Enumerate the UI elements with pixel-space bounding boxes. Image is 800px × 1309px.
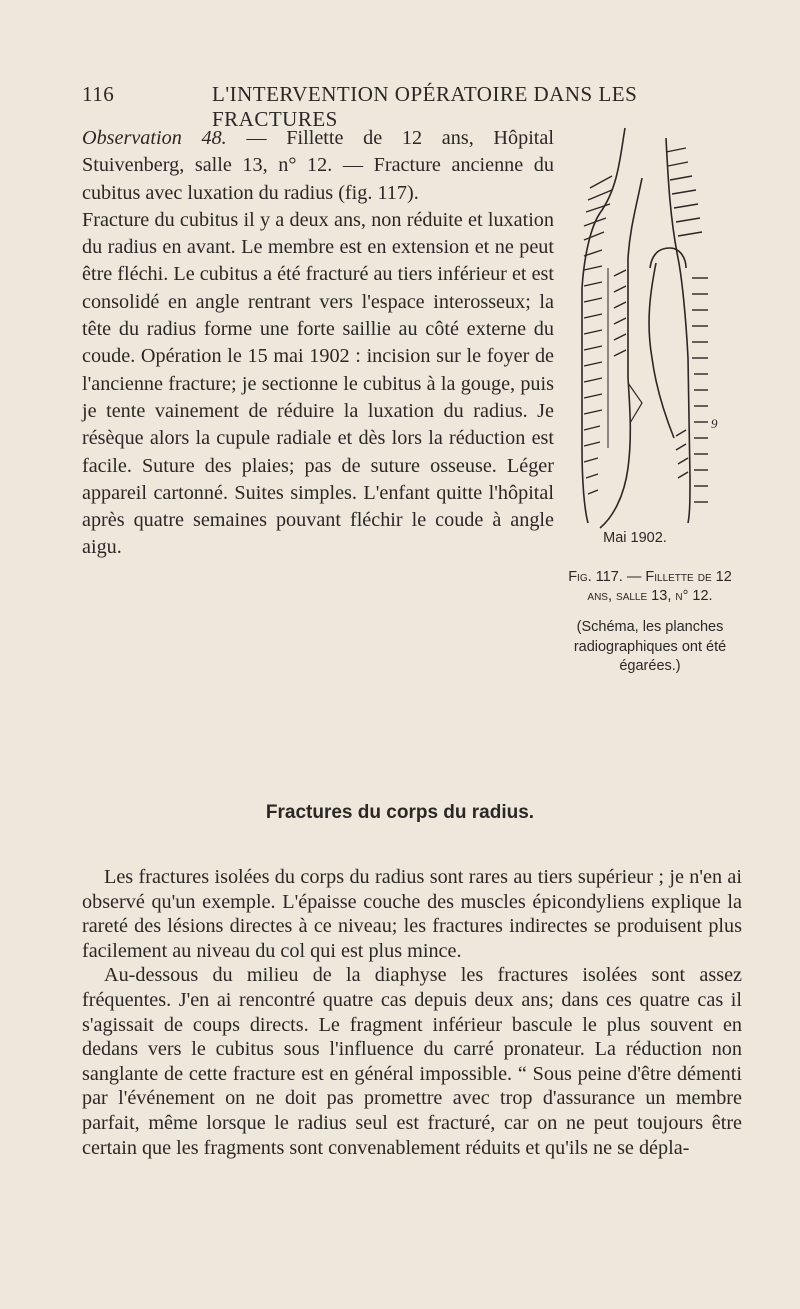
figure-caption-note: (Schéma, les planches radiographiques ont été égarées.) xyxy=(573,619,727,674)
page-number: 116 xyxy=(82,82,115,106)
observation-intro-text: — Fillette de 12 ans, Hôpital Stuivenberg, salle 13, n° 12. — Fracture ancienne du cubitus avec luxation du radius (fig. 117). xyxy=(82,127,554,204)
radius-ulna-diagram xyxy=(570,118,720,538)
observation-block xyxy=(82,125,554,562)
observation-text: Fracture du cubitus il y a deux ans, non réduite et luxation du radius en avant. Le membre est en extension et ne peut être fléchi. Le cubitus a été fracturé au tiers inférieur et est consolidé en angle rentrant vers l'espace interosseux; la tête du radius forme une forte saillie au côté externe du coude. Opération le 15 mai 1902 : incision sur le foyer de l'ancienne fracture; je sectionne le cubitus à la gouge, puis je tente vainement de réduire la luxation du radius. Je résèque alors la cupule radiale et dès lors la réduction est facile. Suture des plaies; pas de suture osseuse. Léger appareil cartonné. Suites simples. L'enfant quitte l'hôpital après quatre semaines pouvant fléchir le coude à angle aigu. xyxy=(82,208,554,559)
observation-label: Observation 48. xyxy=(82,127,227,149)
body-text xyxy=(82,865,742,1160)
observation-intro xyxy=(82,125,554,207)
figure-date: Mai 1902. xyxy=(603,530,667,546)
running-title: L'INTERVENTION OPÉRATOIRE DANS LES FRACTURES xyxy=(212,82,638,131)
body-paragraph: Les fractures isolées du corps du radius sont rares au tiers supérieur ; je n'en ai observé qu'un exemple. L'épaisse couche des muscles épicondyliens explique la rareté des lésions directes à ce niveau; les fractures indirectes se produisent plus facilement au niveau du col qui est plus mince. xyxy=(82,866,742,962)
figure-marker: 9 xyxy=(711,416,718,431)
section-title: Fractures du corps du radius. xyxy=(265,802,535,823)
figure-caption-title: Fig. 117. — Fillette de 12 ans, salle 13, n° 12. xyxy=(568,569,732,604)
body-paragraph: Au-dessous du milieu de la diaphyse les fractures isolées sont assez fréquentes. J'en ai rencontré quatre cas depuis deux ans; dans ces quatre cas il s'agissait de coups directs. Le fragment inférieur bascule le plus souvent en dedans vers le cubitus sous l'influence du carré pronateur. La réduction non sanglante de cette fracture est en général impossible. “ Sous peine d'être démenti par l'événement on ne doit pas promettre avec trop d'assurance un membre parfait, même lorsque le radius seul est fracturé, car on ne peut toujours être certain que les fragments sont convenablement réduits et qu'ils ne se dépla- xyxy=(82,964,742,1159)
